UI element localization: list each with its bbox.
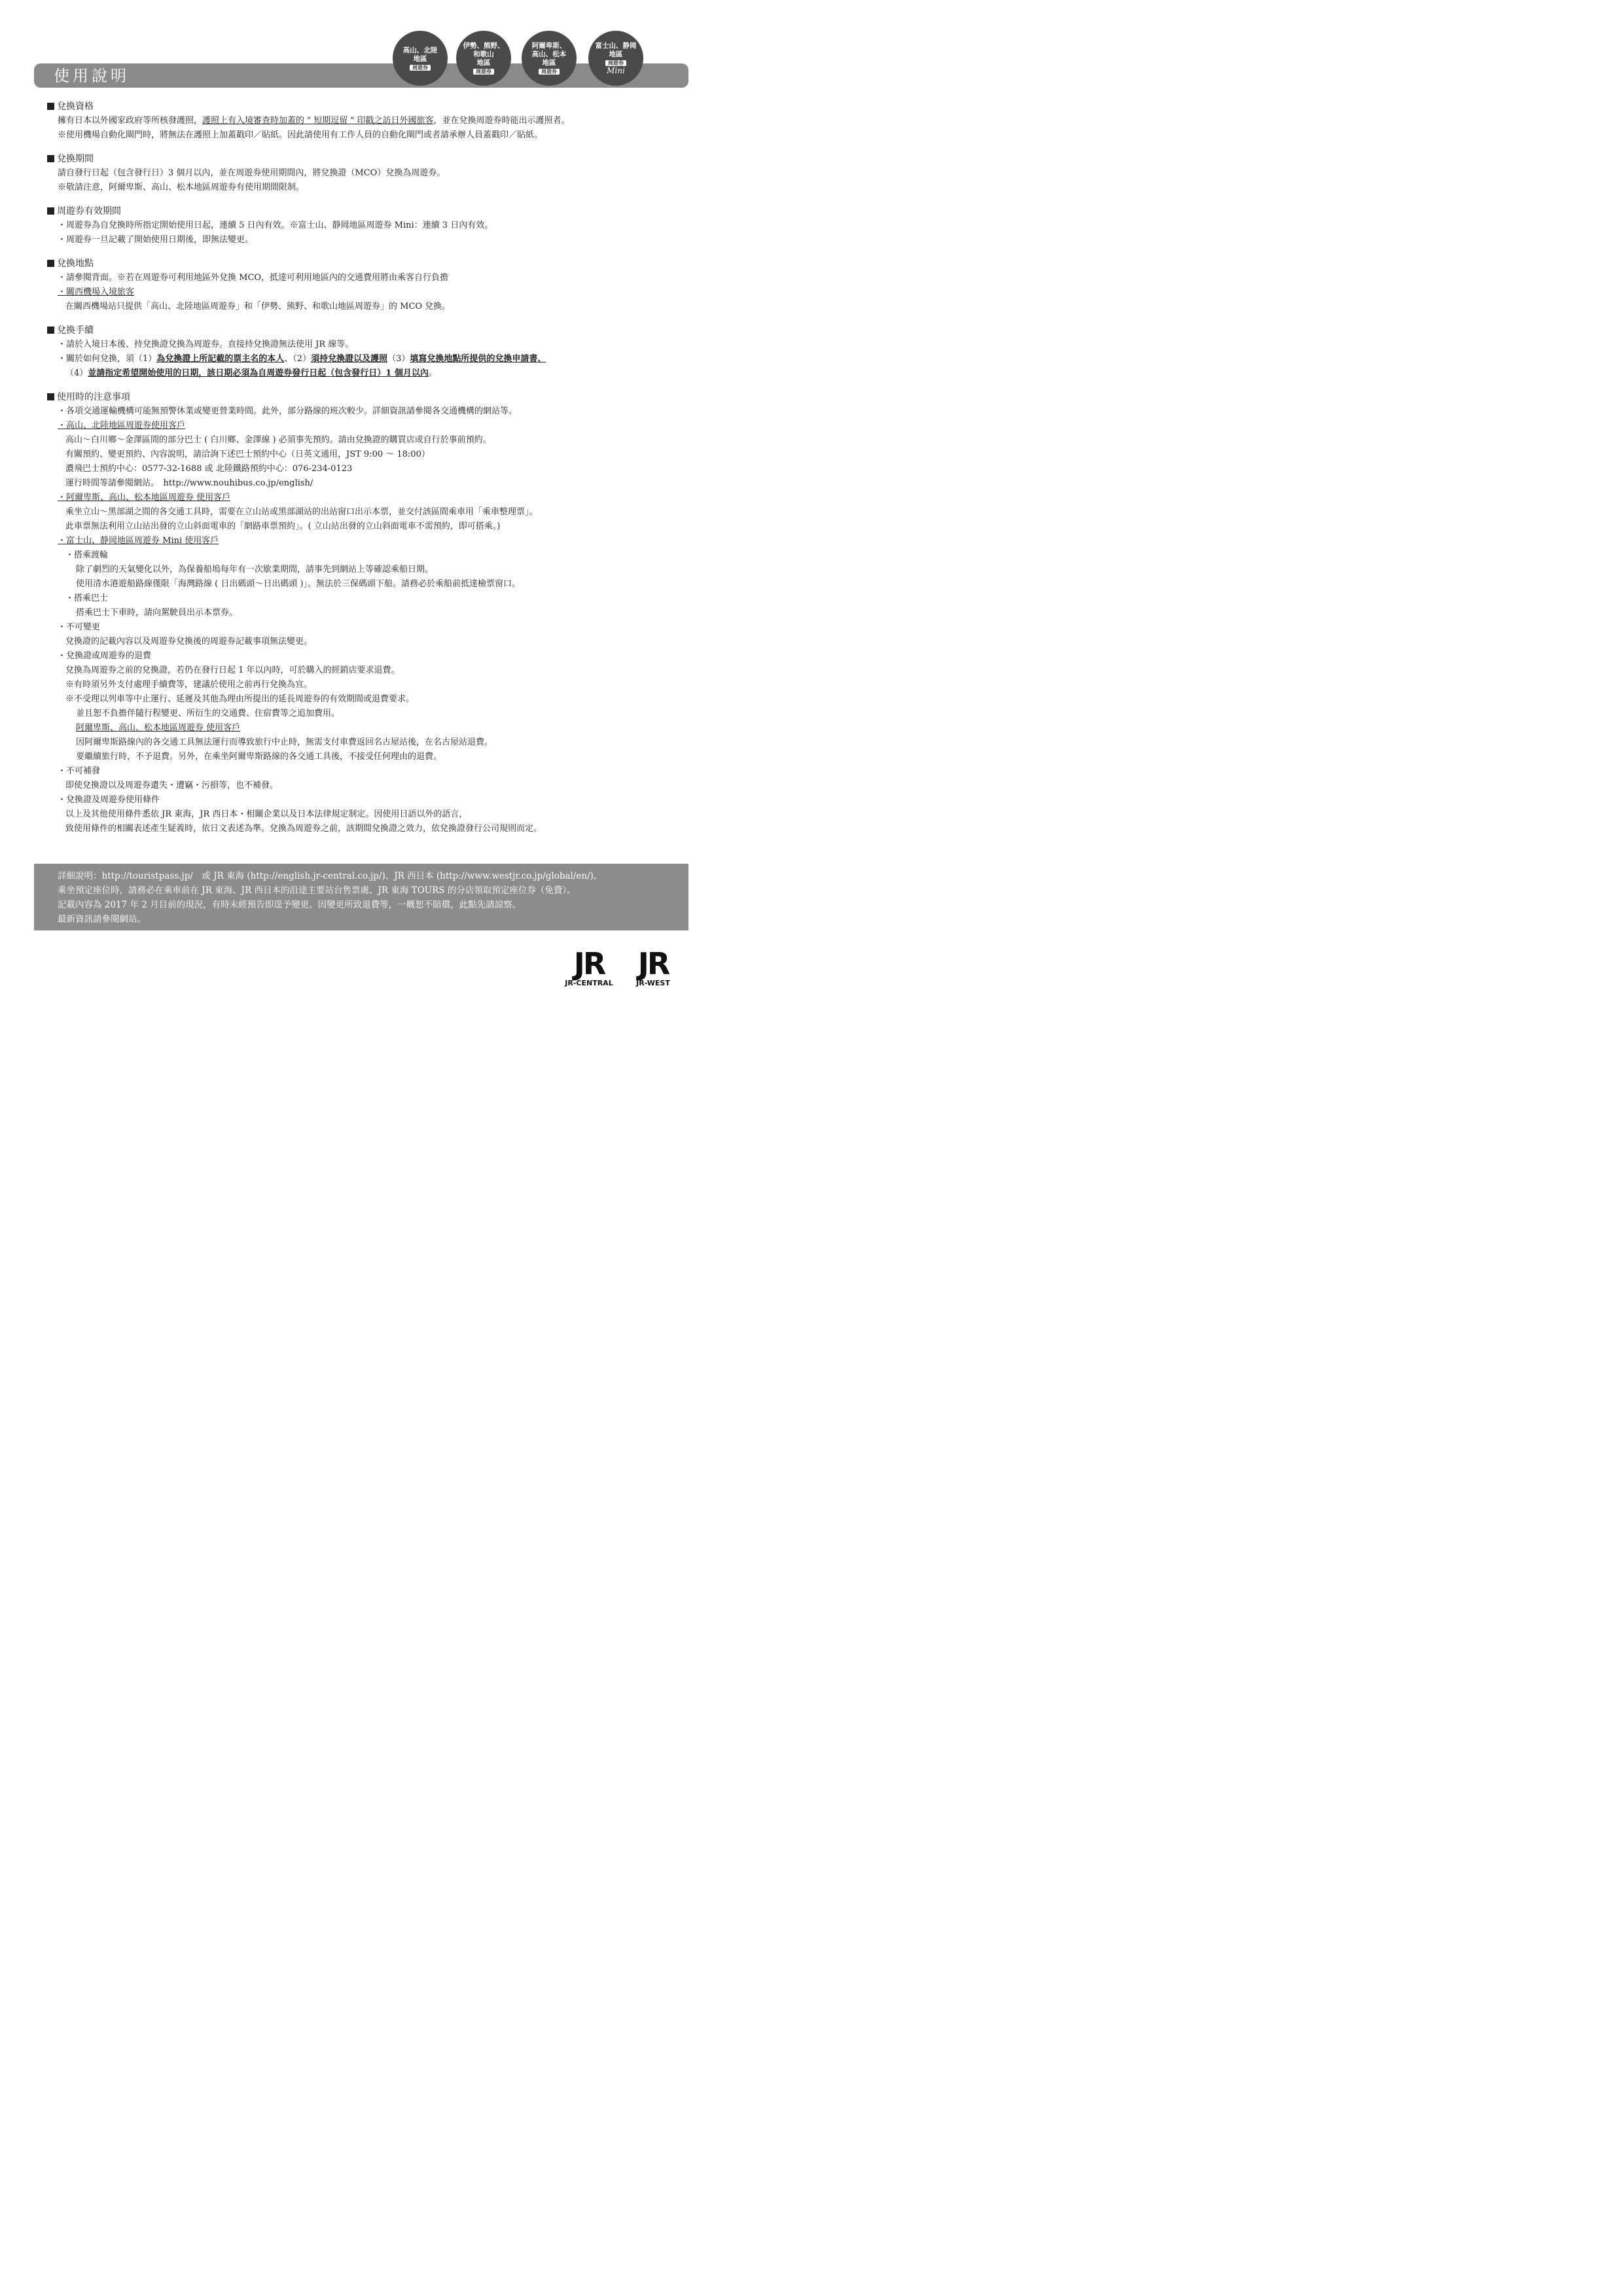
section-title: 兌換手續	[47, 323, 682, 338]
badge-label: 富士山、静岡 地區	[595, 42, 637, 58]
text-line: ・不可變更	[58, 622, 101, 632]
text-line: 兌換證的記載內容以及周遊券兌換後的周遊券記載事項無法變更。	[65, 637, 313, 646]
text-line: ※有時須另外支付處理手續費等，建議於使用之前再行兌換為宜。	[65, 680, 313, 690]
logo-name: JR-CENTRAL	[565, 979, 613, 987]
text-line: ・請參閱背面。※若在周遊券可利用地區外兌換 MCO，抵達可利用地區內的交通費用將由乘客自行負擔	[58, 273, 449, 283]
text-line: 運行時間等請參閱網站。 http://www.nouhibus.co.jp/english/	[65, 478, 313, 488]
square-bullet-icon	[47, 155, 54, 162]
section-title: 兌換期間	[47, 152, 682, 166]
jr-west-logo	[627, 946, 679, 988]
footer-line: 乘坐預定座位時，請務必在乘車前在 JR 東海、JR 西日本的沿途主要站台售票處、JR 東海 TOURS 的分店領取預定座位券（免費）。	[58, 885, 576, 896]
badge-ise-kumano-wakayama	[456, 31, 511, 86]
square-bullet-icon	[47, 260, 54, 267]
text-line: 使用清水港遊船路線僅限「海灣路線 ( 日出碼頭～日出碼頭 )」。無法於三保碼頭下船。請務必於乘船前抵達檢票窗口。	[76, 579, 521, 589]
text-line: 搭乘巴士下車時，請向駕駛員出示本票券。	[76, 608, 238, 618]
text-line: ※敬請注意，阿爾卑斯、高山、松本地區周遊券有使用期間限制。	[58, 183, 305, 192]
square-bullet-icon	[47, 393, 54, 400]
jr-central-logo	[563, 946, 615, 988]
text-line: 致使用條件的相關表述產生疑義時，依日文表述為準。兌換為周遊券之前，該期間兌換證之效力，依兌換證發行公司規則而定。	[65, 824, 543, 834]
page-title: 使用說明	[54, 67, 130, 85]
text-line: 阿爾卑斯、高山、松本地區周遊券 使用客戶	[76, 723, 241, 733]
footer-line: 最新資訊請參閱網站。	[58, 914, 146, 925]
footer-line: 記載內容為 2017 年 2 月目前的現況，有時未經預告即逕予變更。因變更所致退費等，一概恕不賠償，此點先請諒察。	[58, 900, 522, 910]
badge-ticket-tag: 周遊券	[539, 69, 560, 75]
section-title: 使用時的注意事項	[47, 390, 682, 404]
badge-mini-label: Mini	[607, 66, 625, 75]
section-exchange-period	[47, 152, 682, 195]
text-line: 有關預約、變更預約、內容說明，請洽詢下述巴士預約中心（日英文通用，JST 9:00 ～ 18:00）	[65, 450, 430, 459]
text-line: 高山～白川鄉～金澤區間的部分巴士 ( 白川鄉、金澤線 ) 必須事先預約。請由兌換證的購買店或自行於事前預約。	[65, 435, 491, 445]
text-line: （4）並請指定希望開始使用的日期，該日期必須為自周遊券發行日起（包含發行日）1 個月以內。	[65, 368, 437, 378]
text-line: 除了劇烈的天氣變化以外，為保養船塢每年有一次歇業期間，請事先到網站上等確認乘船日期。	[76, 565, 434, 574]
section-title: 周遊券有效期間	[47, 204, 682, 219]
badge-mt-fuji-shizuoka	[588, 31, 643, 86]
text-line: ・兌換證及周遊券使用條件	[58, 795, 160, 805]
text-line: ・搭乘渡輪	[65, 550, 109, 560]
text-line: 此車票無法利用立山站出發的立山斜面電車的「網路車票預約」。( 立山站出發的立山斜面電車不需預約，即可搭乘。)	[65, 521, 501, 531]
text-line: ・搭乘巴士	[65, 593, 109, 603]
logo-name: JR-WEST	[636, 979, 670, 987]
text-line: ・高山、北陸地區周遊券使用客戶	[58, 421, 186, 431]
text-line: ・富士山、静岡地區周遊券 Mini 使用客戶	[58, 536, 219, 546]
badge-label: 伊勢、熊野、 和歌山 地區	[463, 42, 505, 67]
text-line: ※使用機場自動化閘門時，將無法在護照上加蓋戳印／貼紙。因此請使用有工作人員的自動化閘門或者請承辦人員蓋戳印／貼紙。	[58, 130, 543, 140]
text-line: ・關於如何兌換，須（1）為兌換證上所記載的票主名的本人、（2）須持兌換證以及護照（3）填寫兌換地點所提供的兌換申請書、	[58, 354, 546, 364]
text-line: 請自發行日起（包含發行日）3 個月以內，並在周遊券使用期間內，將兌換證（MCO）兌換為周遊券。	[58, 168, 446, 178]
square-bullet-icon	[47, 327, 54, 334]
text-line: 要繼續旅行時，不予退費。另外，在乘坐阿爾卑斯路線的各交通工具後，不接受任何理由的退費。	[76, 752, 442, 762]
text-line: ・關西機場入境旅客	[58, 287, 135, 297]
text-line: 因阿爾卑斯路線內的各交通工具無法運行而導致旅行中止時，無需支付車費返回名古屋站後，在名古屋站退費。	[76, 737, 493, 747]
text-line: 並且恕不負擔伴隨行程變更、所衍生的交通費、住宿費等之追加費用。	[76, 709, 340, 718]
badge-ticket-tag: 周遊券	[410, 65, 431, 71]
jr-logo-mark: JR	[637, 946, 669, 981]
square-bullet-icon	[47, 207, 54, 215]
text-line: 即使兌換證以及周遊券遺失・遭竊・污損等，也不補發。	[65, 781, 279, 790]
text-line: ・請於入境日本後、持兌換證兌換為周遊券。直接持兌換證無法使用 JR 線等。	[58, 340, 354, 349]
text-line: ・兌換證或周遊券的退費	[58, 651, 152, 661]
text-line: 濃飛巴士預約中心：0577-32-1688 或 北陸鐵路預約中心：076-234-0123	[65, 464, 353, 474]
text-line: 乘坐立山～黑部湖之間的各交通工具時，需要在立山站或黑部湖站的出站窗口出示本票，並交付該區間乘車用「乘車整理票」。	[65, 507, 538, 517]
section-exchange-location	[47, 256, 682, 314]
badge-takayama-hokuriku	[393, 31, 448, 86]
badge-ticket-tag: 周遊券	[605, 60, 626, 66]
square-bullet-icon	[47, 103, 54, 110]
footer-line: 詳細說明：http://touristpass.jp/ 或 JR 東海 (http://english.jr-central.co.jp/)、JR 西日本 (http://www.westjr.co.jp/global/en/)。	[58, 871, 603, 881]
badge-alpine-takayama-matsumoto	[522, 31, 577, 86]
text-line: ・各項交通運輸機構可能無預警休業或變更營業時間。此外，部分路線的班次較少。詳細資訊請參閱各交通機構的網站等。	[58, 406, 518, 416]
section-title: 兌換地點	[47, 256, 682, 271]
text-line: ・周遊券一旦記載了開始使用日期後，即無法變更。	[58, 235, 254, 245]
text-line: ・不可補發	[58, 766, 101, 776]
text-line: 以上及其他使用條件悉依 JR 東海，JR 西日本・相關企業以及日本法律規定制定。因使用日語以外的語言，	[65, 809, 468, 819]
section-eligibility	[47, 99, 682, 143]
text-line: 在關西機場站只提供「高山、北陸地區周遊券」和「伊勢、熊野、和歌山地區周遊券」的 MCO 兌換。	[65, 302, 451, 311]
footer-info-box	[34, 864, 688, 930]
section-validity	[47, 204, 682, 247]
section-usage-notes	[47, 390, 682, 836]
section-title: 兌換資格	[47, 99, 682, 114]
section-procedure	[47, 323, 682, 381]
badge-label: 阿爾卑斯、 高山、松本 地區	[531, 42, 567, 67]
badge-ticket-tag: 周遊券	[473, 69, 494, 75]
text-line: 兌換為周遊券之前的兌換證，若仍在發行日起 1 年以內時，可於購入的經銷店要求退費。	[65, 665, 400, 675]
text-line: 擁有日本以外國家政府等所核發護照，護照上有入境審查時加蓋的 " 短期逗留 " 印戳之訪日外國旅客，並在兌換周遊券時能出示護照者。	[58, 116, 570, 126]
text-line: ・周遊券為自兌換時所指定開始使用日起，連續 5 日內有效。※富士山、静岡地區周遊券 Mini：連續 3 日內有效。	[58, 221, 493, 230]
text-line: ・阿爾卑斯、高山、松本地區周遊券 使用客戶	[58, 493, 231, 503]
instructions-body	[47, 99, 682, 845]
text-line: ※不受理以列車等中止運行、延遲及其他為理由所提出的延長周遊券的有效期間或退費要求。	[65, 694, 415, 704]
jr-logo-mark: JR	[573, 946, 605, 981]
badge-label: 高山、北陸 地區	[402, 46, 438, 63]
